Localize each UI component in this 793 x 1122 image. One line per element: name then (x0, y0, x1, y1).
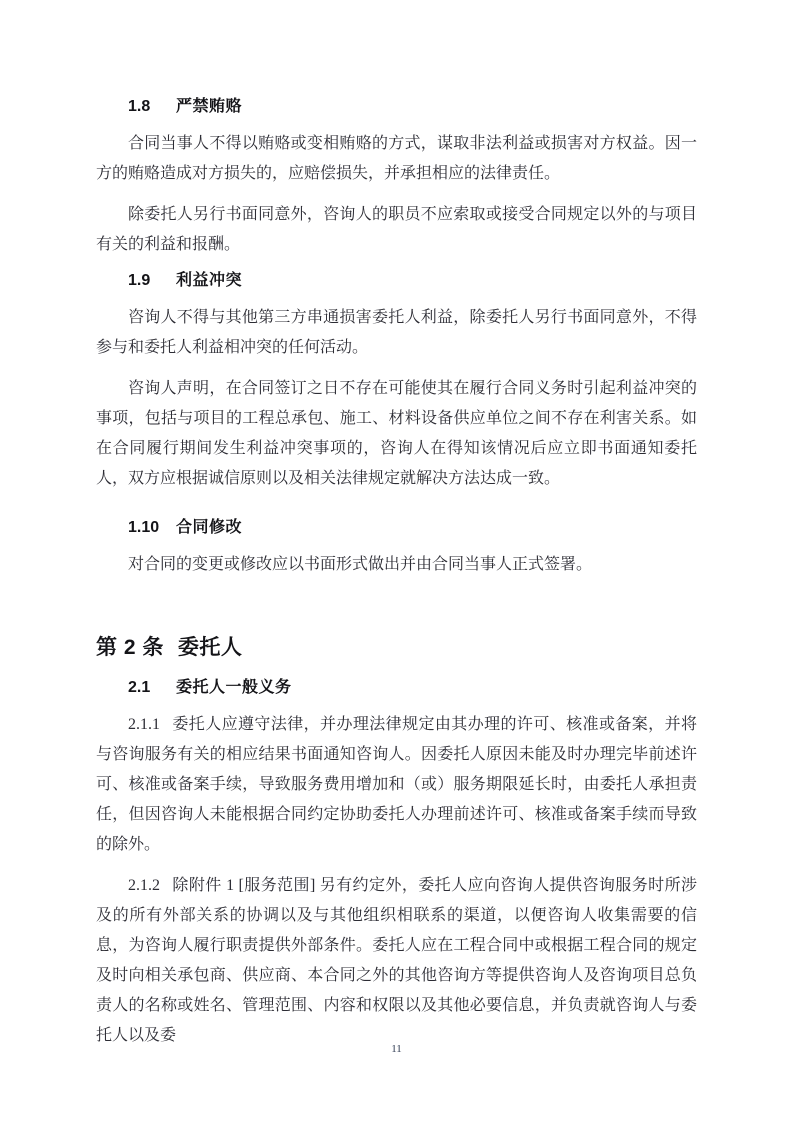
section-heading-1-8 (96, 92, 697, 122)
document-content (96, 92, 697, 1051)
clause-number: 2.1.1 (128, 716, 160, 733)
article-title: 委托人 (177, 636, 243, 659)
paragraph-1-9-2: 咨询人声明，在合同签订之日不存在可能使其在履行合同义务时引起利益冲突的事项，包括与项目的工程总承包、施工、材料设备供应单位之间不存在利害关系。如在合同履行期间发生利益冲突事项的，咨询人在得知该情况后应立即书面通知委托人，双方应根据诚信原则以及相关法律规定就解决方法达成一致。 (96, 380, 697, 487)
paragraph-1-10-1: 对合同的变更或修改应以书面形式做出并由合同当事人正式签署。 (128, 556, 593, 573)
paragraph-1-9-1: 咨询人不得与其他第三方串通损害委托人利益，除委托人另行书面同意外，不得参与和委托人利益相冲突的任何活动。 (96, 309, 697, 356)
page-number: 11 (391, 1043, 402, 1055)
paragraph-1-8-1: 合同当事人不得以贿赂或变相贿赂的方式，谋取非法利益或损害对方权益。因一方的贿赂造成对方损失的，应赔偿损失，并承担相应的法律责任。 (96, 135, 697, 182)
clause-number: 2.1.2 (128, 877, 160, 894)
section-title: 利益冲突 (176, 272, 243, 289)
section-title: 委托人一般义务 (176, 679, 292, 696)
page-footer (0, 1041, 793, 1057)
section-number: 1.8 (128, 98, 151, 115)
section-number: 2.1 (128, 679, 151, 696)
article-heading-2 (96, 631, 697, 665)
section-number: 1.10 (128, 519, 160, 536)
section-heading-2-1 (96, 673, 697, 703)
clause-text: 除附件 1 [服务范围] 另有约定外，委托人应向咨询人提供咨询服务时所涉及的所有外部关系的协调以及与其他组织相联系的渠道，以便咨询人收集需要的信息，为咨询人履行职责提供外部条件。委托人应在工程合同中或根据工程合同的规定及时向相关承包商、供应商、本合同之外的其他咨询方等提供咨询人及咨询项目总负责人的名称或姓名、管理范围、内容和权限以及其他必要信息，并负责就咨询人与委托人以及委 (96, 877, 697, 1044)
section-heading-1-9 (96, 266, 697, 296)
paragraph-1-8-2: 除委托人另行书面同意外，咨询人的职员不应索取或接受合同规定以外的与项目有关的利益和报酬。 (96, 206, 697, 253)
paragraph-2-1-2 (96, 871, 697, 1051)
section-title: 严禁贿赂 (176, 98, 243, 115)
section-title: 合同修改 (176, 519, 243, 536)
paragraph-2-1-1 (96, 710, 697, 860)
section-heading-1-10 (96, 513, 697, 543)
article-number: 第 2 条 (96, 636, 164, 659)
clause-text: 委托人应遵守法律，并办理法律规定由其办理的许可、核准或备案，并将与咨询服务有关的相应结果书面通知咨询人。因委托人原因未能及时办理完毕前述许可、核准或备案手续，导致服务费用增加和（或）服务期限延长时，由委托人承担责任，但因咨询人未能根据合同约定协助委托人办理前述许可、核准或备案手续而导致的除外。 (96, 716, 697, 853)
section-number: 1.9 (128, 272, 151, 289)
